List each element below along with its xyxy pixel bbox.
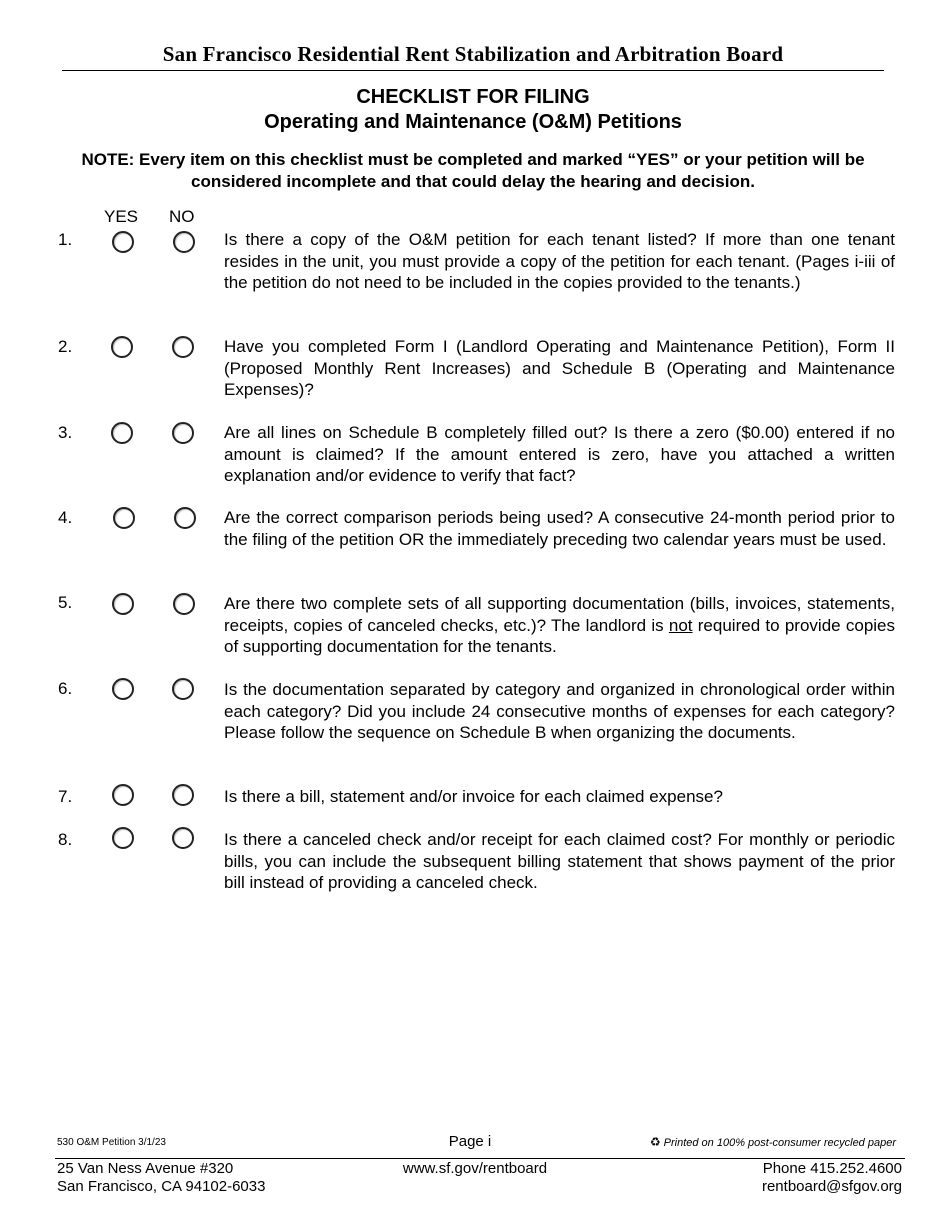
item-6-question: Is the documentation separated by category and organized in chronological order within each category? Did you include 24 consecutive months of expenses for each category? Please follow the sequence on Schedule B when organizing the documents.: [224, 680, 895, 742]
form-id: 530 O&M Petition 3/1/23: [57, 1137, 166, 1148]
phone-number: Phone 415.252.4600: [762, 1160, 902, 1177]
footer-divider: [55, 1158, 905, 1159]
item-4-no-radio[interactable]: [174, 507, 196, 529]
recycled-paper-text: Printed on 100% post-consumer recycled paper: [663, 1137, 896, 1149]
item-5-text-start: Are there two complete sets of all supporting documentation (bills, invoices, statements, receipts, copies of canceled checks, etc.)? The landlord is: [224, 594, 895, 635]
page-title: CHECKLIST FOR FILING: [356, 86, 590, 108]
item-4-question: Are the correct comparison periods being used? A consecutive 24-month period prior to the filing of the petition OR the immediately preceding two calendar years must be used.: [224, 508, 895, 549]
item-number: 7.: [58, 787, 73, 806]
item-5-question: [224, 593, 895, 658]
item-2-yes-radio[interactable]: [111, 336, 133, 358]
email-link[interactable]: rentboard@sfgov.org: [761, 1178, 902, 1195]
item-7-yes-radio[interactable]: [112, 784, 134, 806]
item-2-no-radio[interactable]: [172, 336, 194, 358]
item-8-no-radio[interactable]: [172, 827, 194, 849]
instruction-note: NOTE: Every item on this checklist must be completed and marked “YES” or your petition will be considered incomplete and that could delay the hearing and decision.: [81, 150, 865, 191]
footer-contact: [762, 1160, 902, 1196]
item-5-underlined-word: not: [668, 615, 693, 635]
website-link[interactable]: www.sf.gov/rentboard: [402, 1160, 548, 1177]
item-6-yes-radio[interactable]: [112, 678, 134, 700]
item-5-yes-radio[interactable]: [112, 593, 134, 615]
item-number: 6.: [58, 679, 73, 698]
item-6-no-radio[interactable]: [172, 678, 194, 700]
item-4-yes-radio[interactable]: [113, 507, 135, 529]
item-number: 2.: [58, 337, 73, 356]
item-7-question: Is there a bill, statement and/or invoice for each claimed expense?: [224, 787, 723, 806]
item-number: 1.: [58, 230, 73, 249]
item-1-question: Is there a copy of the O&M petition for each tenant listed? If more than one tenant resides in the unit, you must provide a copy of the petition for each tenant. (Pages i-iii of the petition do not need to be included in the copies provided to the tenants.): [224, 230, 895, 292]
item-5-text-end: required to provide copies of supporting documentation for the tenants.: [224, 615, 896, 656]
item-number: 8.: [58, 830, 73, 849]
item-8-question: Is there a canceled check and/or receipt for each claimed cost? For monthly or periodic bills, you can include the subsequent billing statement that shows payment of the prior bill instead of providing a canceled check.: [224, 830, 895, 892]
item-number: 5.: [58, 593, 73, 612]
item-3-question: Are all lines on Schedule B completely filled out? Is there a zero ($0.00) entered if no amount is claimed? If the amount entered is zero, have you attached a written explanation and/or evidence to verify that fact?: [224, 423, 895, 485]
agency-name: San Francisco Residential Rent Stabilization and Arbitration Board: [162, 42, 784, 66]
page-number: Page i: [448, 1133, 492, 1150]
item-2-question: Have you completed Form I (Landlord Operating and Maintenance Petition), Form II (Proposed Monthly Rent Increases) and Schedule B (Operating and Maintenance Expenses)?: [224, 337, 895, 399]
no-column-header: NO: [169, 207, 195, 226]
address-line-2: San Francisco, CA 94102-6033: [57, 1178, 266, 1195]
item-5-no-radio[interactable]: [173, 593, 195, 615]
item-3-no-radio[interactable]: [172, 422, 194, 444]
footer-address: [57, 1160, 265, 1196]
item-1-no-radio[interactable]: [173, 231, 195, 253]
item-1-yes-radio[interactable]: [112, 231, 134, 253]
yes-column-header: YES: [104, 207, 139, 226]
recycled-paper-note: [650, 1135, 896, 1149]
page-subtitle: Operating and Maintenance (O&M) Petitions: [264, 111, 682, 133]
header-divider: [62, 70, 884, 71]
item-3-yes-radio[interactable]: [111, 422, 133, 444]
item-number: 4.: [58, 508, 73, 527]
item-8-yes-radio[interactable]: [112, 827, 134, 849]
address-line-1: 25 Van Ness Avenue #320: [57, 1160, 234, 1177]
item-number: 3.: [58, 423, 73, 442]
recycle-icon: ♻: [649, 1135, 661, 1149]
item-7-no-radio[interactable]: [172, 784, 194, 806]
